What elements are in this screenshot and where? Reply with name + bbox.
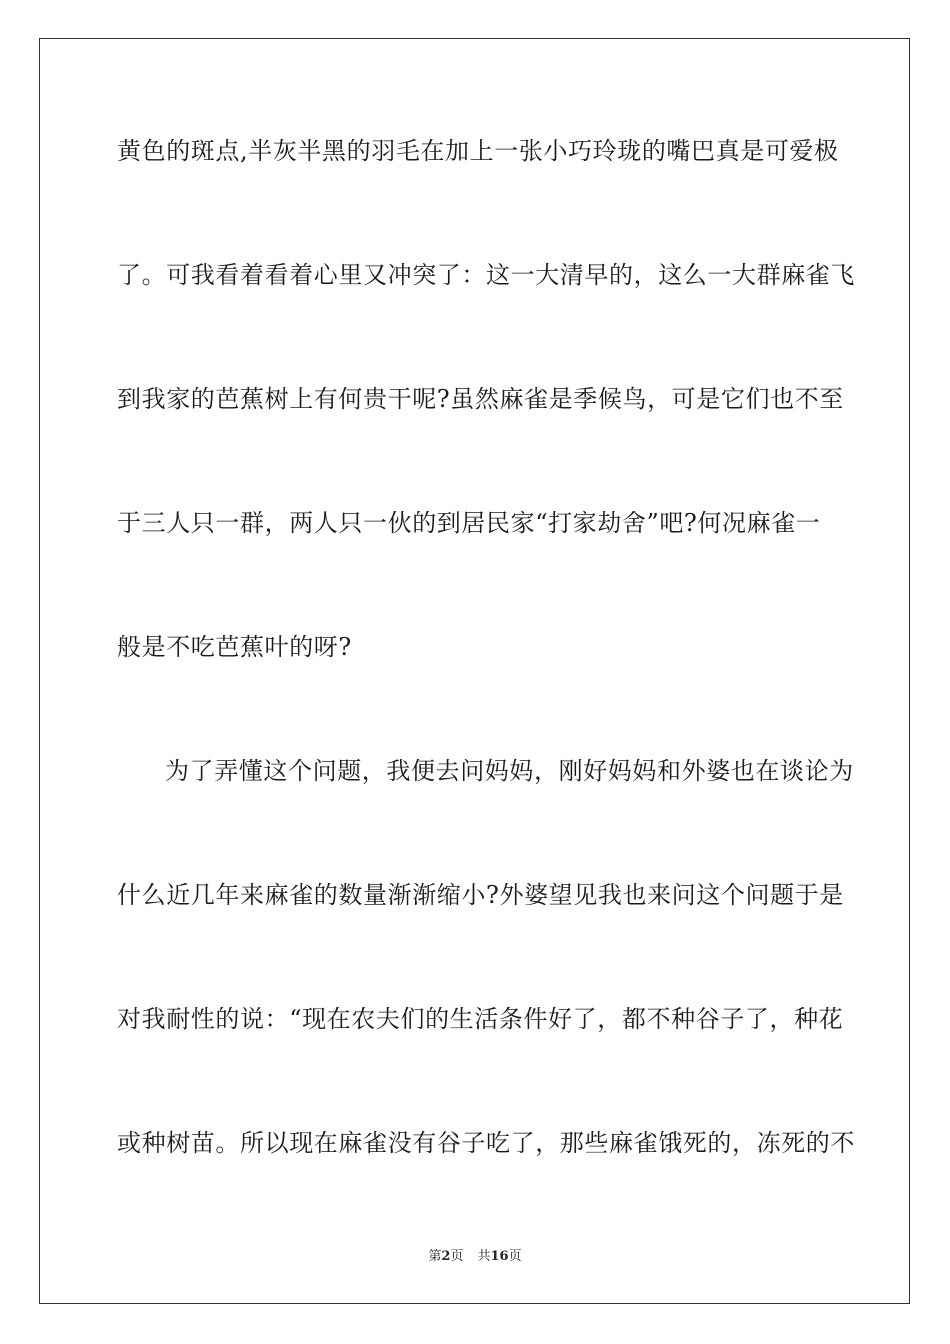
text-line-9: 或种树苗。所以现在麻雀没有谷子吃了，那些麻雀饿死的，冻死的不 bbox=[117, 1129, 855, 1157]
text-line-1: 黄色的斑点,半灰半黑的羽毛在加上一张小巧玲珑的嘴巴真是可爱极 bbox=[117, 137, 839, 165]
page-prefix: 第 bbox=[428, 1249, 442, 1264]
page-border bbox=[39, 38, 910, 1304]
text-line-5: 般是不吃芭蕉叶的呀? bbox=[117, 633, 352, 661]
text-line-2: 了。可我看着看着心里又冲突了：这一大清早的，这么一大群麻雀飞 bbox=[117, 261, 855, 289]
page-suffix: 页 bbox=[450, 1249, 464, 1264]
page-number: 2 bbox=[441, 1249, 451, 1264]
total-pages: 16 bbox=[490, 1249, 509, 1264]
text-line-6: 为了弄懂这个问题，我便去问妈妈，刚好妈妈和外婆也在谈论为 bbox=[165, 757, 854, 785]
total-suffix: 页 bbox=[508, 1249, 522, 1264]
text-line-3: 到我家的芭蕉树上有何贵干呢?虽然麻雀是季候鸟，可是它们也不至 bbox=[117, 385, 844, 413]
text-line-4: 于三人只一群，两人只一伙的到居民家“打家劫舍”吧?何况麻雀一 bbox=[117, 509, 821, 537]
total-prefix: 共 bbox=[477, 1249, 491, 1264]
text-line-7: 什么近几年来麻雀的数量渐渐缩小?外婆望见我也来问这个问题于是 bbox=[117, 881, 844, 909]
page-footer bbox=[0, 1248, 950, 1266]
text-line-8: 对我耐性的说：“现在农夫们的生活条件好了，都不种谷子了，种花 bbox=[117, 1005, 844, 1033]
